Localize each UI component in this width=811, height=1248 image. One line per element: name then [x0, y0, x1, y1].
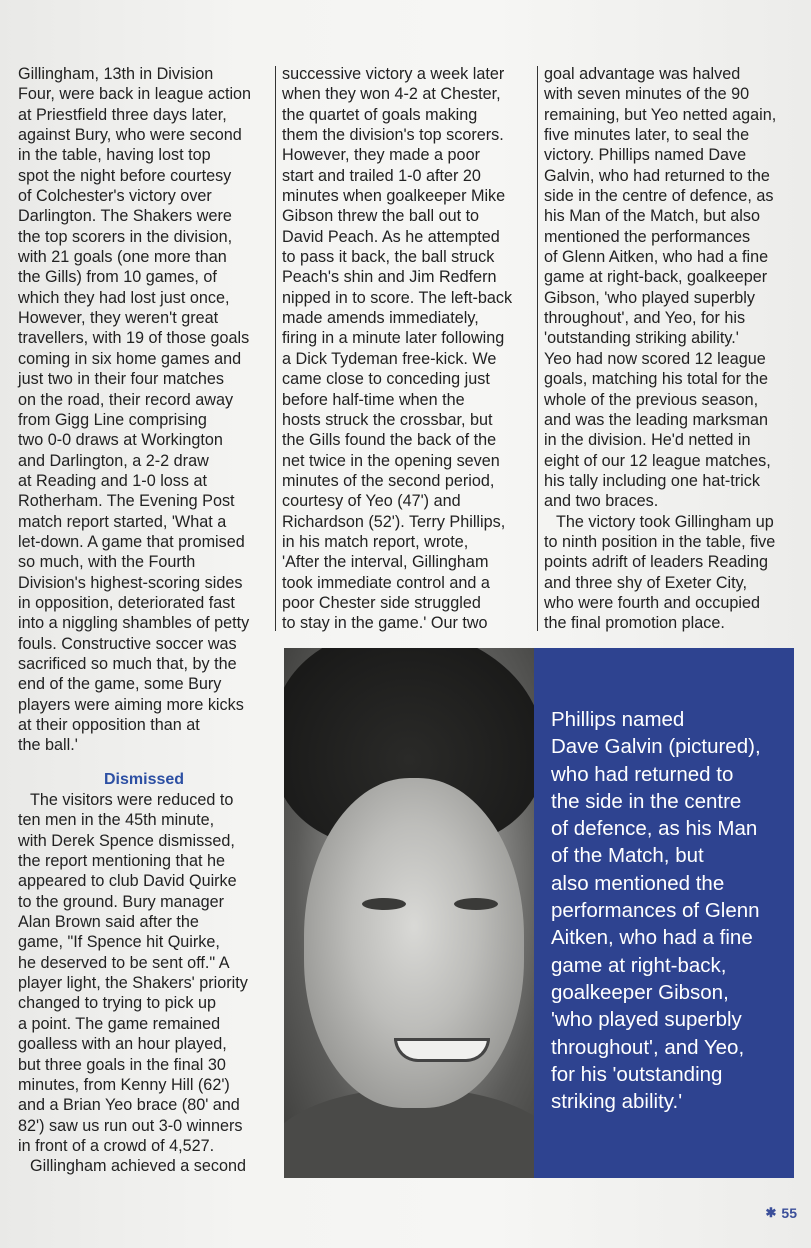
- club-logo-icon: ✱: [765, 1205, 777, 1220]
- body-paragraph: Gillingham, 13th in Division Four, were back in league action at Priestfield three days later, against Bury, who were second in the table, having lost top spot the night before courtesy of Colchester's victory over Darlington. The Shakers were the top scorers in the division, with 21 goals (one more than the Gills) from 10 games, of which they had lost just once, However, they weren't great travellers, with 19 of those goals coming in six home games and just two in their four matches on the road, their record away from Gigg Line comprising two 0-0 draws at Workington and Darlington, a 2-2 draw at Reading and 1-0 loss at Rotherham. The Evening Post match report started, 'What a let-down. A game that promised so much, with the Fourth Division's highest-scoring sides in opposition, deteriorated fast into a niggling shambles of petty fouls. Constructive soccer was sacrificed so much that, by the end of the game, some Bury players were aiming more kicks at their opposition than at the ball.': [18, 65, 252, 755]
- body-paragraph: The victory took Gillingham up to ninth position in the table, five points adrift of leaders Reading and three shy of Exeter City, who were fourth and occupied the final promotion place.: [544, 512, 776, 633]
- column-divider: [275, 66, 276, 631]
- body-paragraph: successive victory a week later when they won 4-2 at Chester, the quartet of goals making them the division's top scorers. However, they made a poor start and trailed 1-0 after 20 minutes when goalkeeper Mike Gibson threw the ball out to David Peach. As he attempted to pass it back, the ball struck Peach's shin and Jim Redfern nipped in to score. The left-back made amends immediately, firing in a minute later following a Dick Tydeman free-kick. We came close to conceding just before half-time when the hosts struck the crossbar, but the Gills found the back of the net twice in the opening seven minutes of the second period, courtesy of Yeo (47') and Richardson (52'). Terry Phillips, in his match report, wrote, 'After the interval, Gillingham took immediate control and a poor Chester side struggled to stay in the game.' Our two: [282, 65, 513, 633]
- section-subheading: Dismissed: [104, 770, 185, 788]
- text-column-1: [18, 64, 272, 1177]
- body-paragraph: The visitors were reduced to ten men in the 45th minute, with Derek Spence dismissed, the report mentioning that he appeared to club David Quirke to the ground. Bury manager Alan Brown said after the game, "If Spence hit Quirke, he deserved to be sent off." A player light, the Shakers' priority changed to trying to pick up a point. The game remained goalless with an hour played, but three goals in the final 30 minutes, from Kenny Hill (62') and a Brian Yeo brace (80' and 82') saw us run out 3-0 winners in front of a crowd of 4,527.: [18, 791, 248, 1155]
- page-number: [766, 1205, 797, 1221]
- body-paragraph: Gillingham achieved a second: [30, 1157, 246, 1176]
- text-column-3: [544, 64, 798, 634]
- pull-quote-text: Phillips named Dave Galvin (pictured), who had returned to the side in the centre of defence, as his Man of the Match, but also mentioned the performances of Glenn Aitken, who had a fine game at right-back, goalkeeper Gibson, 'who played superbly throughout', and Yeo, for his 'outstanding striking ability.': [551, 708, 761, 1114]
- pull-quote-panel: [534, 648, 794, 1178]
- column-divider: [537, 66, 538, 631]
- text-column-2: [282, 64, 532, 634]
- player-photo: [284, 648, 534, 1178]
- page-number-label: 55: [781, 1205, 797, 1221]
- body-paragraph: goal advantage was halved with seven minutes of the 90 remaining, but Yeo netted again, five minutes later, to seal the victory. Phillips named Dave Galvin, who had returned to the side in the centre of defence, as his Man of the Match, but also mentioned the performances of Glenn Aitken, who had a fine game at right-back, goalkeeper Gibson, 'who played superbly throughout', and Yeo, for his 'outstanding striking ability.' Yeo had now scored 12 league goals, matching his total for the whole of the previous season, and was the leading marksman in the division. He'd netted in eight of our 12 league matches, his tally including one hat-trick and two braces.: [544, 65, 777, 511]
